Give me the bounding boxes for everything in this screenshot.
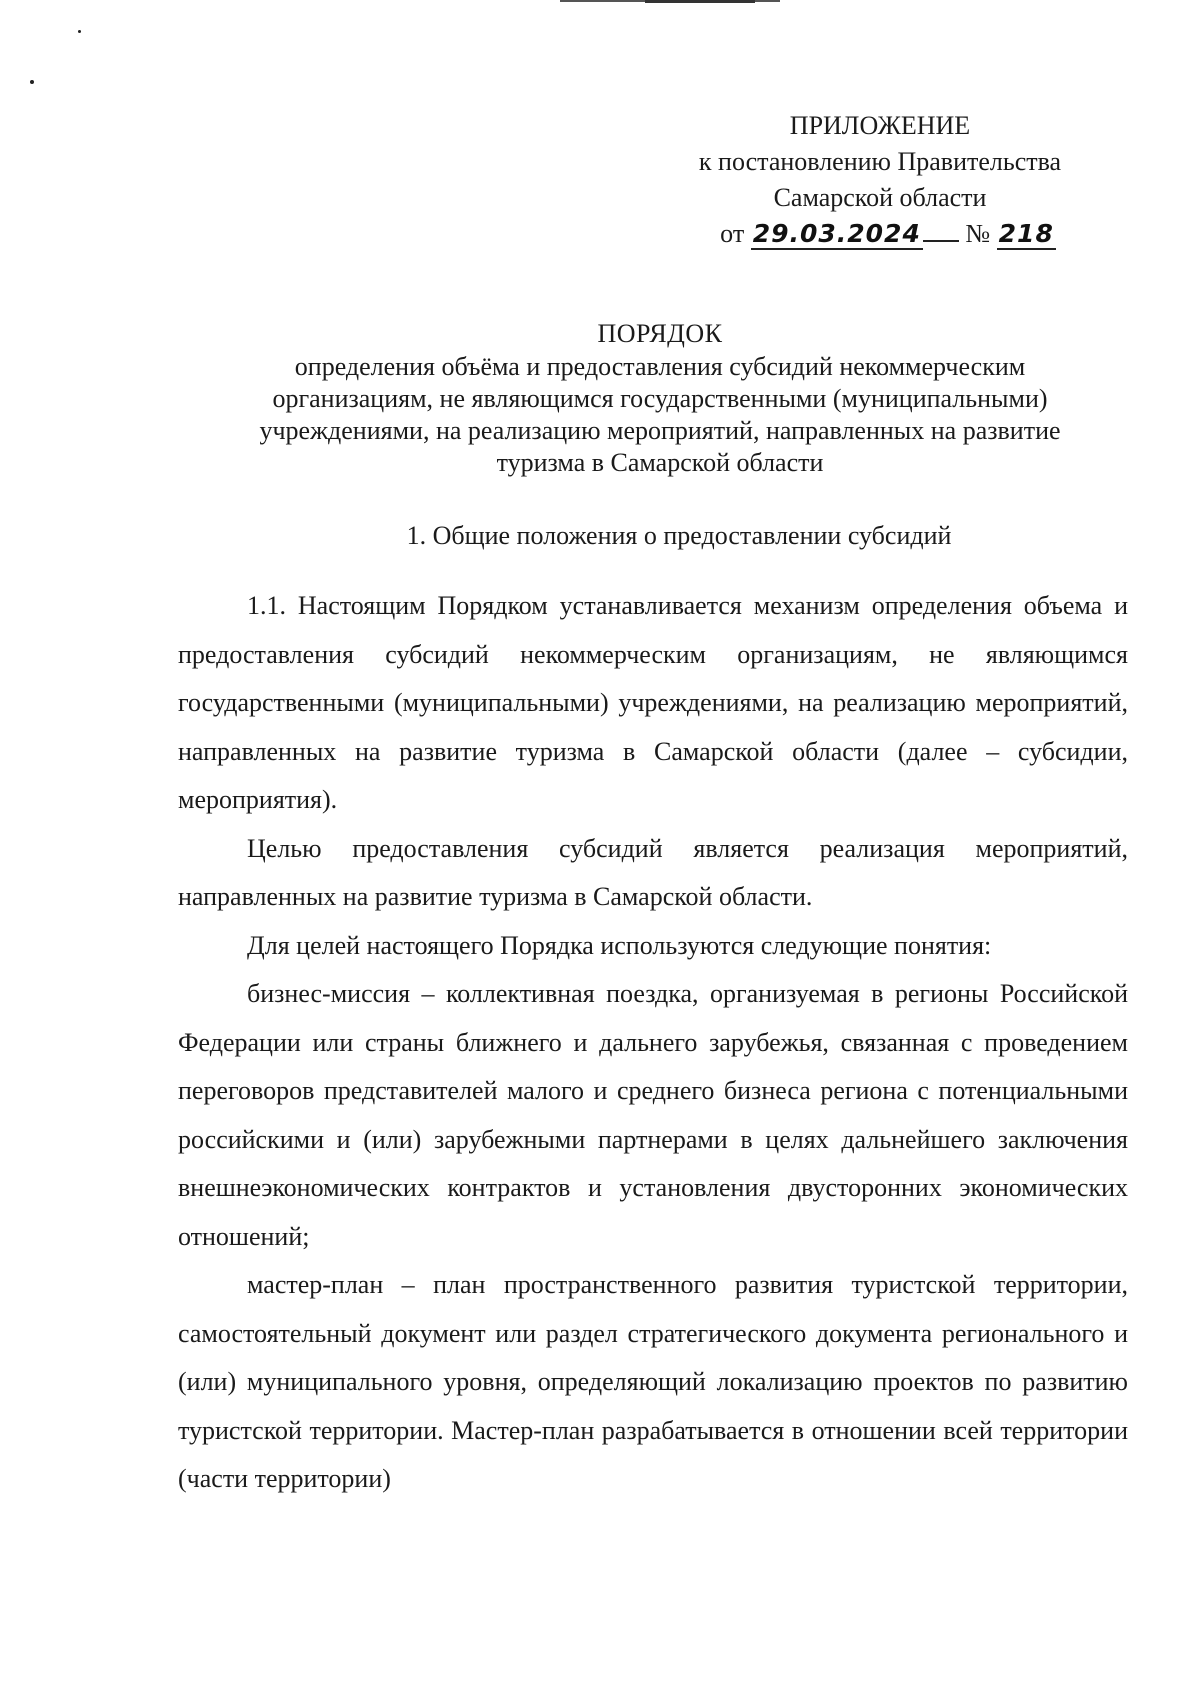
appendix-label: ПРИЛОЖЕНИЕ — [789, 111, 971, 140]
paragraph: Целью предоставления субсидий является реализация мероприятий, направленных на развитие туризма в Самарской области. — [178, 833, 1128, 911]
handwritten-date: 29.03.2024 — [752, 219, 921, 248]
title-line: организациям, не являющимся государственными (муниципальными) — [272, 384, 1048, 413]
title-line: определения объёма и предоставления субсидий некоммерческим — [294, 352, 1026, 381]
document-title — [180, 318, 1140, 479]
title-main: ПОРЯДОК — [597, 319, 723, 348]
underline-gap — [923, 218, 959, 242]
appendix-date-number — [640, 216, 1120, 252]
appendix-decree-ref: к постановлению Правительства — [698, 147, 1062, 176]
handwritten-number: 218 — [998, 219, 1054, 248]
scan-speck — [30, 80, 34, 84]
appendix-region: Самарской области — [773, 183, 987, 212]
section-heading: 1. Общие положения о предоставлении субсидий — [406, 521, 952, 550]
date-prefix: от — [720, 219, 745, 248]
scan-speck — [78, 30, 81, 33]
document-body — [178, 582, 1128, 1504]
title-line: учреждениями, на реализацию мероприятий, направленных на развитие — [259, 416, 1061, 445]
appendix-header — [640, 108, 1120, 252]
number-prefix: № — [965, 219, 991, 248]
paragraph: Для целей настоящего Порядка используются следующие понятия: — [247, 930, 992, 960]
scan-edge-line — [645, 0, 755, 3]
paragraph: мастер-план – план пространственного развития туристской территории, самостоятельный документ или раздел стратегического документа регионального и (или) муниципального уровня, определяющий локализацию проектов по развитию туристской территории. Мастер-план разрабатывается в отношении всей территории (части территории) — [178, 1270, 1128, 1493]
paragraph: 1.1. Настоящим Порядком устанавливается механизм определения объема и предоставления субсидий некоммерческим организациям, не являющимся государственными (муниципальными) учреждениями, на реализацию мероприятий, направленных на развитие туризма в Самарской области (далее – субсидии, мероприятия). — [178, 591, 1128, 814]
paragraph: бизнес-миссия – коллективная поездка, организуемая в регионы Российской Федерации или страны ближнего и дальнего зарубежья, связанная с проведением переговоров представителей малого и среднего бизнеса региона с потенциальными российскими и (или) зарубежными партнерами в целях дальнейшего заключения внешнеэкономических контрактов и установления двусторонних экономических отношений; — [178, 979, 1128, 1251]
title-line: туризма в Самарской области — [496, 448, 824, 477]
